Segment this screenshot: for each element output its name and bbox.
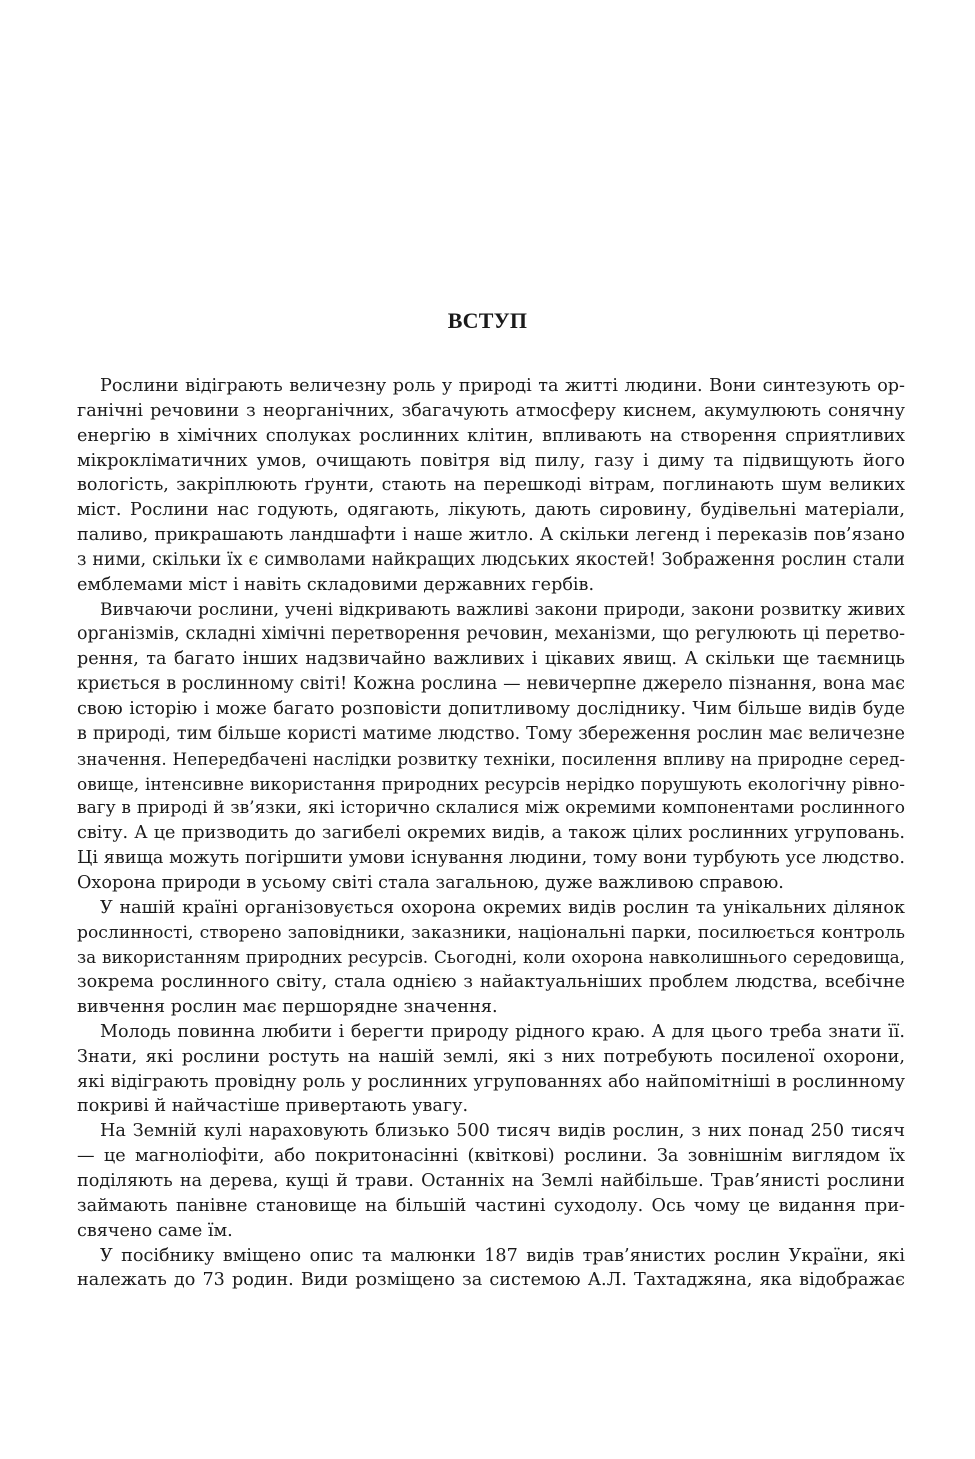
text-line: вивчення рослин має першорядне значення. [77, 997, 498, 1018]
text-line: організмів, складні хімічні перетворення речовин, механізми, що регулюють ці перетво- [77, 624, 905, 645]
text-line: Охорона природи в усьому світі стала загальною, дуже важливою справою. [77, 872, 784, 893]
text-line: зокрема рослинного світу, стала однією з найактуальніших проблем людства, всебічне [77, 972, 905, 993]
text-line: паливо, прикрашають ландшафти і наше житло. А скільки легенд і переказів пов’язано [77, 525, 905, 546]
text-line: Знати, які рослини ростуть на нашій землі, які з них потребують посиленої охорони, [77, 1046, 905, 1067]
text-line: Вивчаючи рослини, учені відкривають важливі закони природи, закони розвитку живих [100, 599, 905, 620]
text-line: — це магноліофіти, або покритонасінні (квіткові) рослини. За зовнішнім виглядом їх [77, 1146, 905, 1167]
paragraph [77, 1244, 905, 1294]
text-line: світу. А це призводить до загибелі окремих видів, а також цілих рослинних угруповань. [77, 823, 905, 844]
text-line: емблемами міст і навіть складовими державних гербів. [77, 574, 595, 595]
text-line: які відіграють провідну роль у рослинних угрупованнях або найпомітніші в рослинному [77, 1071, 905, 1092]
body-text [77, 374, 905, 1293]
text-line: вологість, закріплюють ґрунти, стають на перешкоді вітрам, поглинають шум великих [77, 475, 905, 496]
text-line: з ними, скільки їх є символами найкращих людських якостей! Зображення рослин стали [77, 549, 905, 570]
text-line: енергію в хімічних сполуках рослинних клітин, впливають на створення сприятливих [77, 425, 905, 446]
paragraph [77, 1020, 905, 1119]
text-line: вагу в природі й зв’язки, які історично склалися між окремими компонентами рослинного [77, 798, 905, 819]
text-line: На Земній кулі нараховують близько 500 тисяч видів рослин, з них понад 250 тисяч [100, 1121, 905, 1142]
text-line: свячено саме їм. [77, 1220, 233, 1241]
text-line: міст. Рослини нас годують, одягають, лікують, дають сировину, будівельні матеріали, [77, 500, 905, 521]
text-line: займають панівне становище на більшій частині суходолу. Ось чому це видання при- [77, 1195, 905, 1216]
text-line: значення. Непередбачені наслідки розвитку техніки, посилення впливу на природне серед- [77, 748, 905, 769]
text-line: поділяють на дерева, кущі й трави. Останніх на Землі найбільше. Трав’янисті рослини [77, 1171, 905, 1191]
text-line: належать до 73 родин. Види розміщено за системою А.Л. Тахтаджяна, яка відображає [77, 1270, 905, 1291]
section-title: ВСТУП [447, 308, 528, 333]
text-line: свою історію і може багато розповісти допитливому досліднику. Чим більше видів буде [77, 698, 905, 719]
text-line: ганічні речовини з неорганічних, збагачують атмосферу киснем, акумулюють сонячну [77, 400, 905, 421]
text-line: У нашій країні організовується охорона окремих видів рослин та унікальних ділянок [100, 897, 905, 918]
text-line: Ці явища можуть погіршити умови існування людини, тому вони турбують усе людство. [77, 848, 905, 869]
text-line: мікрокліматичних умов, очищають повітря від пилу, газу і диму та підвищують його [77, 450, 905, 471]
text-line: Молодь повинна любити і берегти природу рідного краю. А для цього треба знати її. [100, 1021, 905, 1042]
paragraph [77, 374, 905, 598]
text-line: У посібнику вміщено опис та малюнки 187 видів трав’янистих рослин України, які [100, 1245, 905, 1266]
text-line: Рослини відіграють величезну роль у природі та житті людини. Вони синтезують ор- [100, 376, 905, 396]
text-line: в природі, тим більше користі матиме людство. Тому збереження рослин має величезне [77, 723, 905, 744]
text-line: за використанням природних ресурсів. Сьогодні, коли охорона навколишнього середовища, [77, 947, 905, 968]
text-line: овище, інтенсивне використання природних ресурсів нерідко порушують екологічну рівно- [77, 773, 905, 794]
paragraph [77, 1119, 905, 1243]
paragraph [77, 598, 905, 896]
text-line: рення, та багато інших надзвичайно важливих і цікавих явищ. А скільки ще таємниць [77, 649, 905, 670]
paragraph [77, 896, 905, 1020]
text-line: криється в рослинному світі! Кожна рослина — невичерпне джерело пізнання, вона має [77, 674, 905, 695]
text-line: рослинності, створено заповідники, заказники, національні парки, посилюється контроль [77, 922, 905, 943]
text-line: покриві й найчастіше привертають увагу. [77, 1096, 469, 1117]
